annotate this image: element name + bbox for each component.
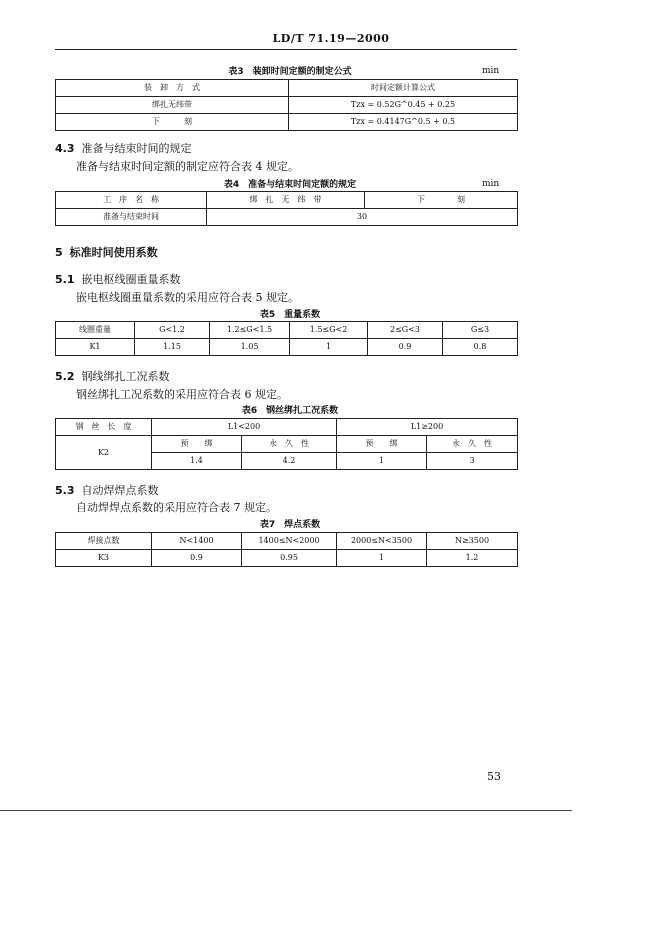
section-4-3-number: 4.3 bbox=[55, 142, 75, 155]
table6-cell: 1 bbox=[337, 453, 427, 470]
table6-group-header: L1≥200 bbox=[337, 419, 518, 436]
table7-cell: 1.2 bbox=[427, 550, 518, 567]
table3-header-method: 装 卸 方 式 bbox=[56, 80, 289, 97]
table5-header: 1.5≤G<2 bbox=[290, 322, 368, 339]
table5 bbox=[55, 321, 518, 356]
table3-cell: 绑扎无纬带 bbox=[56, 97, 289, 114]
table6-subheader: 预 绑 bbox=[337, 436, 427, 453]
table7-cell: K3 bbox=[56, 550, 152, 567]
table7-header: 焊接点数 bbox=[56, 533, 152, 550]
table4-caption: 表4 准备与结束时间定额的规定 bbox=[223, 180, 357, 190]
table5-caption: 表5 重量系数 bbox=[259, 310, 321, 320]
section-5-3-number: 5.3 bbox=[55, 484, 75, 497]
table7-cell: 0.95 bbox=[242, 550, 337, 567]
table5-header: 1.2≤G<1.5 bbox=[210, 322, 290, 339]
table5-header: 2≤G<3 bbox=[368, 322, 443, 339]
section-5-1-number: 5.1 bbox=[55, 273, 75, 286]
table5-header: 线圈重量 bbox=[56, 322, 135, 339]
table6-group-header: L1<200 bbox=[152, 419, 337, 436]
table6-subheader: 永 久 性 bbox=[242, 436, 337, 453]
table6-cell: 3 bbox=[427, 453, 518, 470]
section-5-2-text: 钢丝绑扎工况系数的采用应符合表 6 规定。 bbox=[76, 388, 288, 401]
section-5-1-title: 嵌电枢线圈重量系数 bbox=[81, 273, 181, 286]
section-5-title: 标准时间使用系数 bbox=[69, 246, 158, 259]
table7-header: N≥3500 bbox=[427, 533, 518, 550]
table4-unit: min bbox=[482, 179, 500, 189]
table3-caption: 表3 装卸时间定额的制定公式 bbox=[228, 67, 352, 77]
table7-cell: 1 bbox=[337, 550, 427, 567]
table3-unit: min bbox=[482, 66, 500, 76]
table4-cell: 准备与结束时间 bbox=[56, 209, 207, 226]
footer-rule bbox=[0, 810, 572, 811]
table5-cell: 1.15 bbox=[135, 339, 210, 356]
section-5-number: 5 bbox=[55, 246, 63, 259]
table5-cell: 0.9 bbox=[368, 339, 443, 356]
table7-caption: 表7 焊点系数 bbox=[259, 520, 321, 530]
table6-caption: 表6 钢丝绑扎工况系数 bbox=[241, 406, 339, 416]
table6-subheader: 永 久 性 bbox=[427, 436, 518, 453]
table6-cell: 1.4 bbox=[152, 453, 242, 470]
section-5-3-text: 自动焊焊点系数的采用应符合表 7 规定。 bbox=[76, 501, 277, 514]
table5-cell: 1 bbox=[290, 339, 368, 356]
table3-cell: 下 刻 bbox=[56, 114, 289, 131]
table4-header-process: 工 序 名 称 bbox=[56, 192, 207, 209]
table4-header-binding: 绑 扎 无 纬 带 bbox=[207, 192, 365, 209]
table7 bbox=[55, 532, 518, 567]
table7-header: 2000≤N<3500 bbox=[337, 533, 427, 550]
section-4-3-title: 准备与结束时间的规定 bbox=[81, 142, 192, 155]
table6-cell: 4.2 bbox=[242, 453, 337, 470]
table3-cell: Tzx = 0.52G^0.45 + 0.25 bbox=[289, 97, 518, 114]
table5-cell: 0.8 bbox=[443, 339, 518, 356]
table5-header: G≤3 bbox=[443, 322, 518, 339]
section-5-heading bbox=[55, 244, 158, 260]
table6-subheader: 预 绑 bbox=[152, 436, 242, 453]
page-number: 53 bbox=[487, 770, 501, 783]
header-rule bbox=[55, 49, 517, 50]
table3-header-formula: 时间定额计算公式 bbox=[289, 80, 518, 97]
table7-cell: 0.9 bbox=[152, 550, 242, 567]
section-5-1-text: 嵌电枢线圈重量系数的采用应符合表 5 规定。 bbox=[76, 291, 299, 304]
table5-header: G<1.2 bbox=[135, 322, 210, 339]
section-5-2-title: 钢线绑扎工况系数 bbox=[81, 370, 170, 383]
section-4-3-heading bbox=[55, 140, 192, 156]
table5-cell: 1.05 bbox=[210, 339, 290, 356]
section-5-2-number: 5.2 bbox=[55, 370, 75, 383]
section-5-3-title: 自动焊焊点系数 bbox=[81, 484, 159, 497]
section-5-1-heading bbox=[55, 271, 181, 287]
table4-header-cut: 下 刻 bbox=[365, 192, 518, 209]
table3-cell: Tzx = 0.4147G^0.5 + 0.5 bbox=[289, 114, 518, 131]
table6-row-label: K2 bbox=[56, 436, 152, 470]
table4 bbox=[55, 191, 518, 226]
table6 bbox=[55, 418, 518, 470]
table7-header: N<1400 bbox=[152, 533, 242, 550]
table4-cell: 30 bbox=[207, 209, 518, 226]
table3 bbox=[55, 79, 518, 131]
table6-row-header: 钢 丝 长 度 bbox=[56, 419, 152, 436]
section-5-2-heading bbox=[55, 368, 170, 384]
table5-cell: K1 bbox=[56, 339, 135, 356]
section-5-3-heading bbox=[55, 482, 159, 498]
table7-header: 1400≤N<2000 bbox=[242, 533, 337, 550]
section-4-3-text: 准备与结束时间定额的制定应符合表 4 规定。 bbox=[76, 160, 299, 173]
doc-header-code: LD/T 71.19—2000 bbox=[272, 32, 390, 45]
